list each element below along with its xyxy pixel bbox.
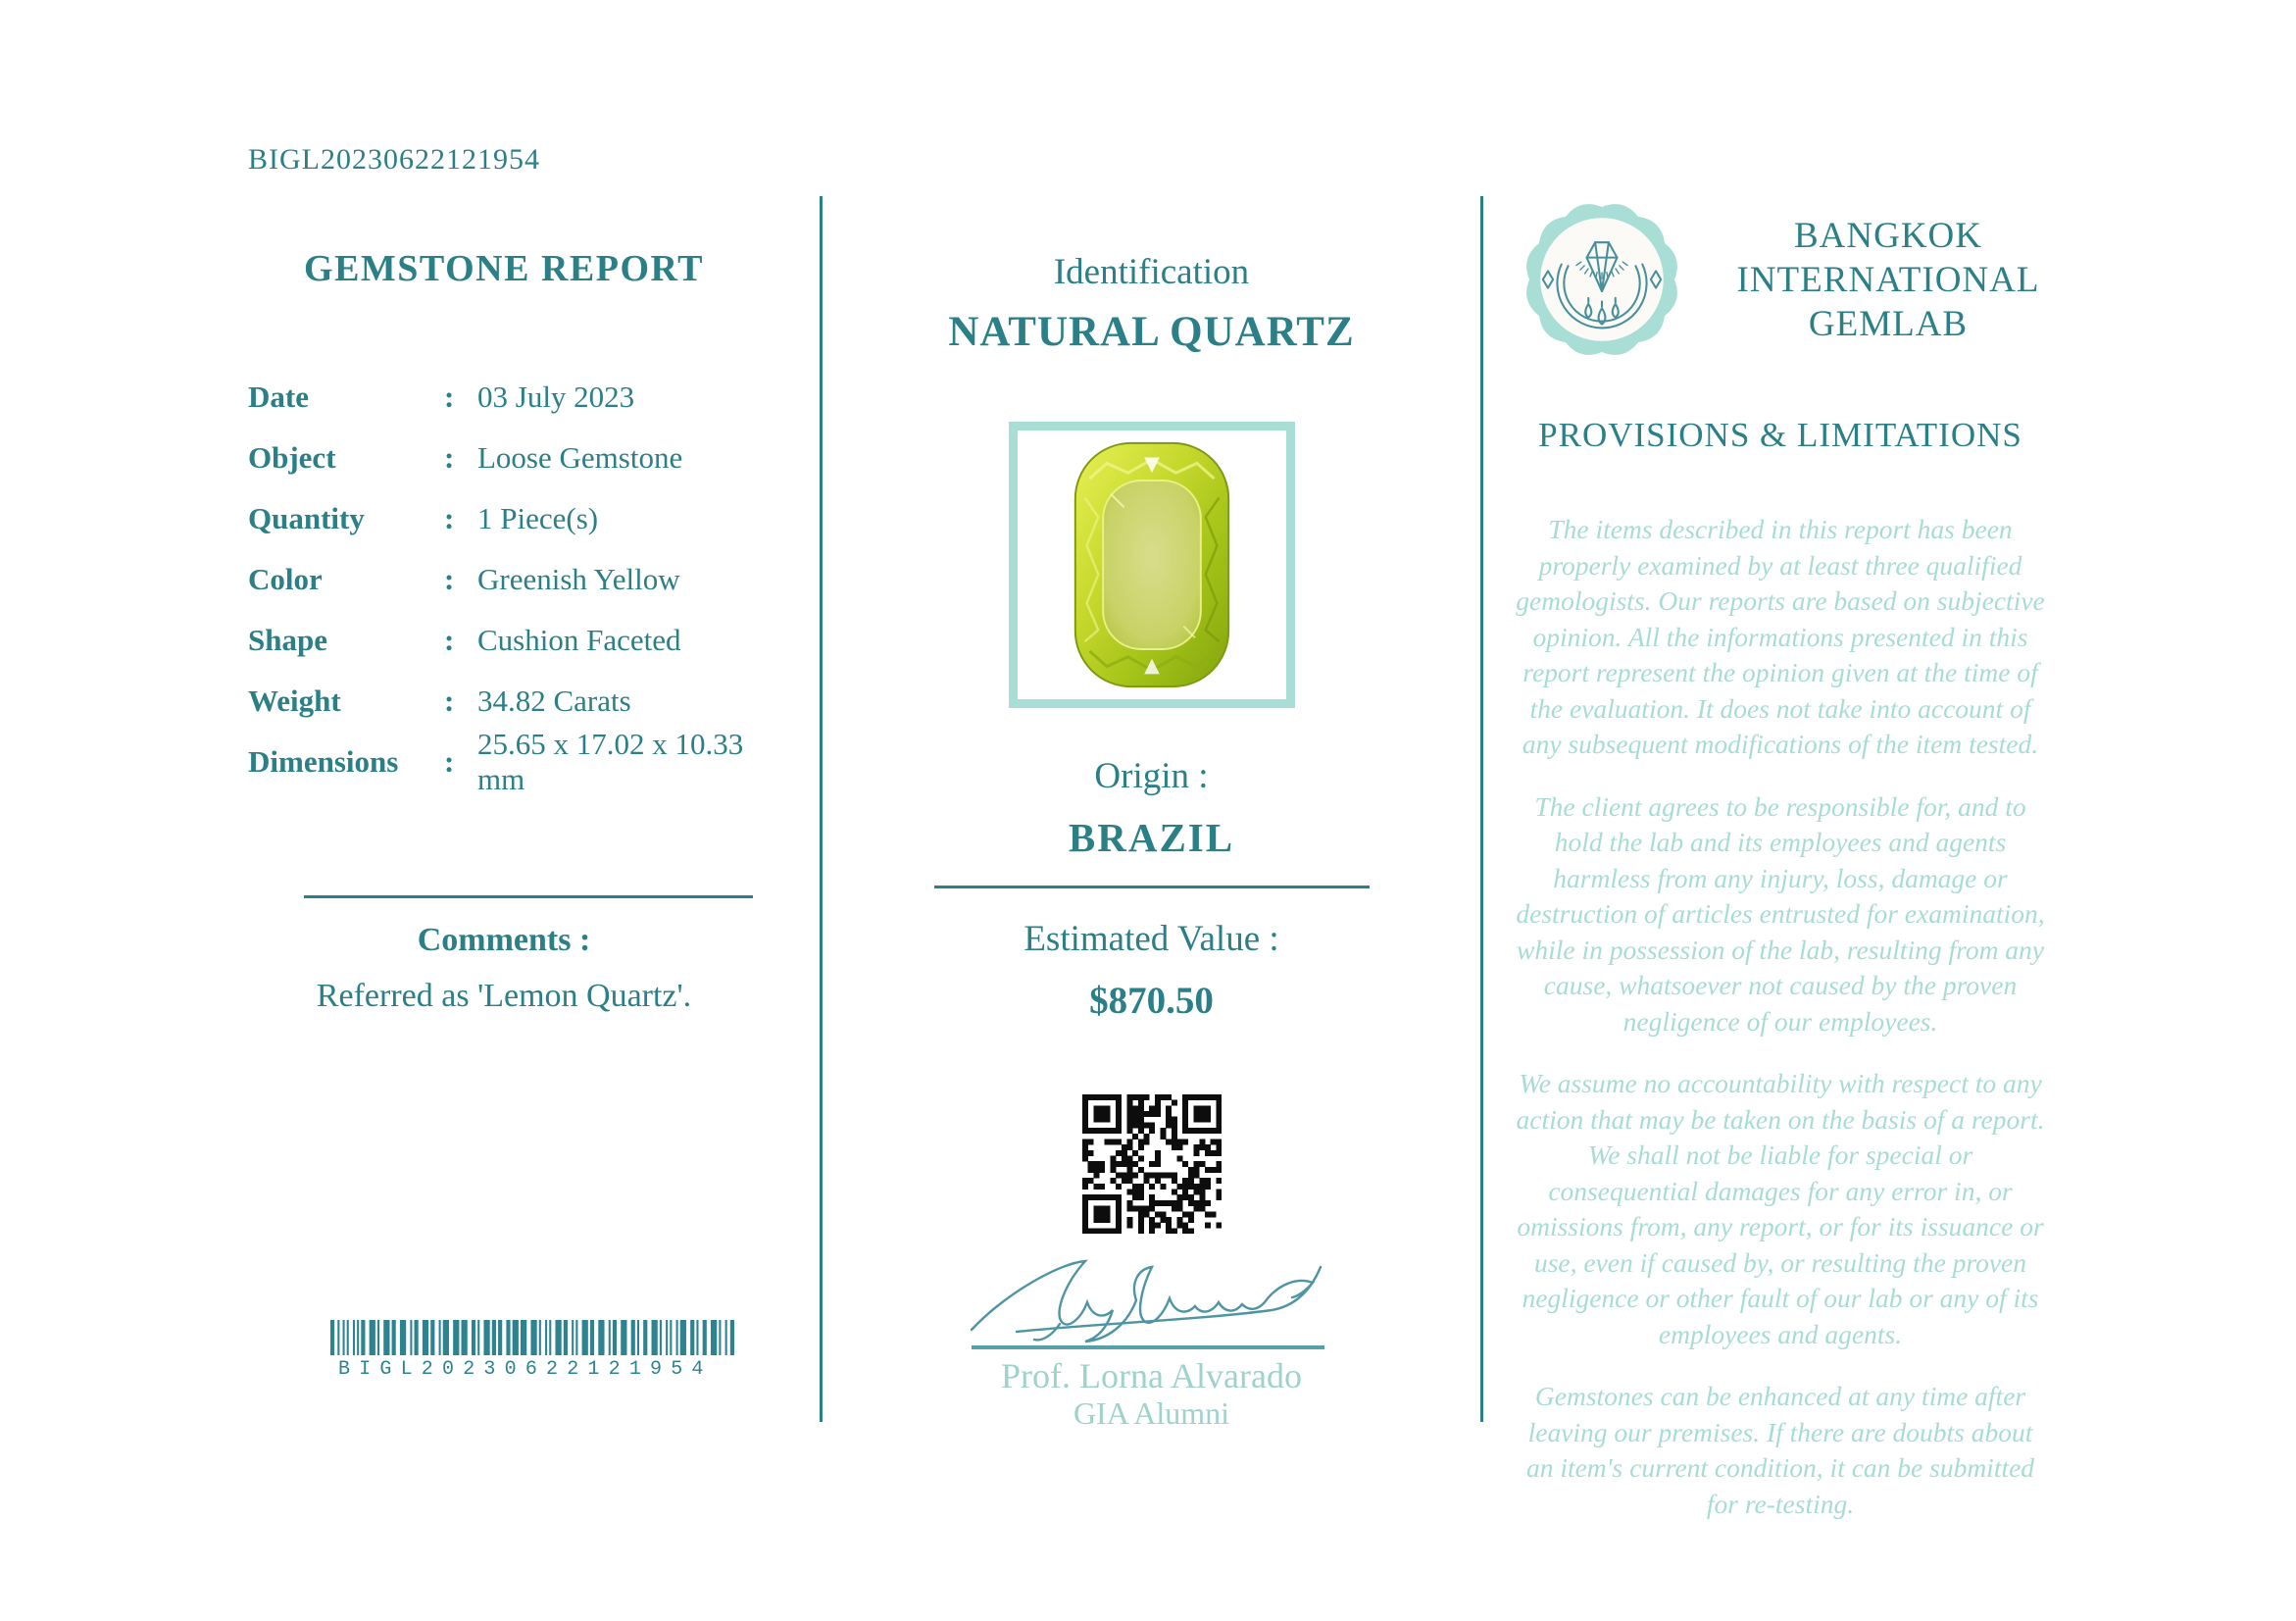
field-value: Greenish Yellow bbox=[477, 562, 680, 596]
field-label: Date bbox=[248, 380, 309, 414]
lab-name-line: GEMLAB bbox=[1808, 303, 1969, 344]
comments-label: Comments : bbox=[417, 922, 591, 958]
gem-photo-frame bbox=[1009, 422, 1295, 708]
barcode-text: BIGL20230622121954 bbox=[338, 1358, 713, 1381]
lab-name-line: BANGKOK bbox=[1794, 215, 1982, 256]
lab-logo-seal-icon bbox=[1518, 192, 1686, 367]
report-fields bbox=[248, 367, 760, 796]
field-value: 1 Piece(s) bbox=[477, 501, 599, 535]
field-label: Weight bbox=[248, 684, 341, 718]
identification-column bbox=[823, 0, 1480, 1621]
field-row-quantity bbox=[248, 488, 760, 549]
field-separator: : bbox=[444, 380, 455, 414]
field-label: Shape bbox=[248, 623, 327, 657]
comments-text: Referred as 'Lemon Quartz'. bbox=[316, 978, 692, 1014]
comments-divider-line bbox=[304, 895, 753, 898]
barcode bbox=[330, 1320, 734, 1381]
field-row-date bbox=[248, 367, 760, 428]
report-title: GEMSTONE REPORT bbox=[304, 248, 704, 289]
value-divider-line bbox=[934, 886, 1370, 888]
field-separator: : bbox=[444, 562, 455, 596]
provisions-paragraph: The items described in this report has been properly examined by at least three qualified gemologists. Our reports are based on subjective opinion. All the informations presented in this report represent the opinion given at the time of the evaluation. It does not take into account of any subsequent modifications of the item tested. bbox=[1516, 514, 2045, 759]
field-label: Quantity bbox=[248, 501, 365, 535]
field-separator: : bbox=[444, 744, 455, 779]
lab-column bbox=[1482, 0, 2078, 1621]
field-value: Loose Gemstone bbox=[477, 440, 683, 475]
estimated-value-label: Estimated Value : bbox=[1023, 919, 1279, 959]
lab-name-line: INTERNATIONAL bbox=[1736, 259, 2040, 300]
barcode-bars bbox=[330, 1320, 734, 1355]
field-label: Dimensions bbox=[248, 744, 399, 779]
lab-header bbox=[1518, 192, 2067, 367]
field-separator: : bbox=[444, 684, 455, 718]
field-value: 34.82 Carats bbox=[477, 684, 631, 718]
field-separator: : bbox=[444, 501, 455, 535]
report-number: BIGL20230622121954 bbox=[248, 143, 540, 176]
field-row-shape bbox=[248, 610, 760, 671]
provisions-text bbox=[1512, 512, 2049, 1548]
origin-value: BRAZIL bbox=[1068, 815, 1235, 860]
lab-name bbox=[1710, 214, 2067, 346]
origin-label: Origin : bbox=[1094, 756, 1209, 796]
signatory-name: Prof. Lorna Alvarado bbox=[1001, 1356, 1302, 1395]
field-value: Cushion Faceted bbox=[477, 623, 681, 657]
identification-heading: Identification bbox=[1053, 252, 1250, 292]
provisions-paragraph: We assume no accountability with respect to any action that may be taken on the basis of a report. We shall not be liable for special or consequential damages for any error in, or omissions from, any report, or for its issuance or use, even if caused by, or resulting the proven negligence or other fault of our lab or any of its employees and agents. bbox=[1516, 1068, 2045, 1349]
gem-photo bbox=[1070, 438, 1234, 691]
estimated-value-amount: $870.50 bbox=[1089, 980, 1214, 1022]
signatory-credential: GIA Alumni bbox=[1073, 1395, 1230, 1431]
field-row-weight bbox=[248, 671, 760, 732]
provisions-heading: PROVISIONS & LIMITATIONS bbox=[1538, 416, 2022, 454]
provisions-paragraph: Gemstones can be enhanced at any time after leaving our premises. If there are doubts about an item's current condition, it can be submitted for re-testing. bbox=[1525, 1381, 2035, 1519]
field-label: Color bbox=[248, 562, 323, 596]
provisions-paragraph: The client agrees to be responsible for, and to hold the lab and its employees and agents harmless from any injury, loss, damage or destruction of articles entrusted for examination, while in possession of the lab, resulting from any cause, whatsoever not caused by the proven negligence of our employees. bbox=[1516, 790, 2045, 1037]
field-row-dimensions bbox=[248, 727, 760, 796]
report-details-column bbox=[248, 0, 760, 1621]
signature-line bbox=[972, 1345, 1324, 1349]
field-row-object bbox=[248, 428, 760, 488]
field-label: Object bbox=[248, 440, 336, 475]
field-separator: : bbox=[444, 440, 455, 475]
signature-handwriting bbox=[966, 1241, 1338, 1351]
field-separator: : bbox=[444, 623, 455, 657]
field-value: 03 July 2023 bbox=[477, 380, 635, 414]
field-row-color bbox=[248, 549, 760, 610]
field-value: 25.65 x 17.02 x 10.33 mm bbox=[477, 727, 744, 796]
qr-code bbox=[1082, 1094, 1222, 1234]
identification-result: NATURAL QUARTZ bbox=[948, 309, 1355, 355]
